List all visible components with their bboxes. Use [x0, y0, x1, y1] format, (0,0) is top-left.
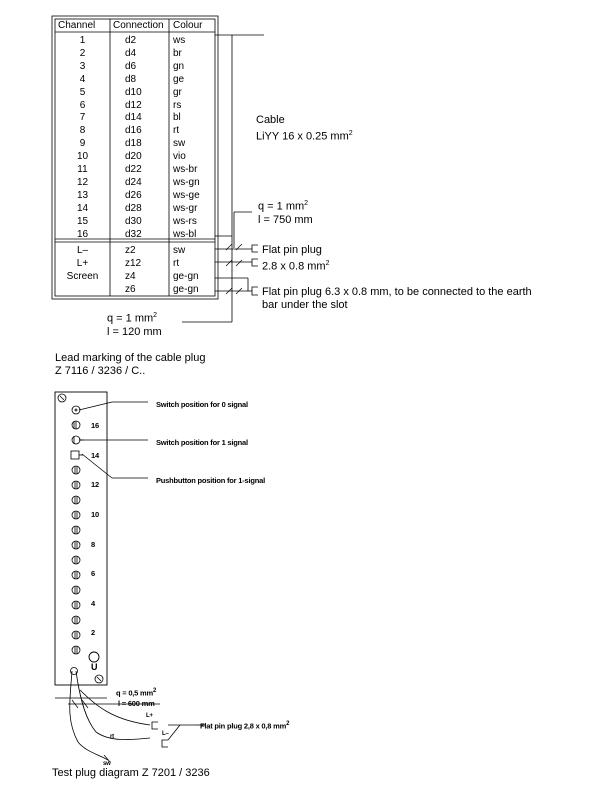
- channel-cell: 6: [79, 99, 86, 111]
- caption-1-line2: Z 7116 / 3236 / C..: [55, 365, 146, 377]
- lminus-label: L–: [162, 731, 169, 737]
- colour-cell: sw: [173, 138, 186, 150]
- channel-cell: Screen: [66, 270, 99, 282]
- q2-label: [107, 309, 162, 339]
- colour-cell: ws-bl: [173, 228, 197, 240]
- connection-cell: d6: [125, 60, 137, 72]
- q1-line2: l = 750 mm: [258, 213, 313, 226]
- header-colour: Colour: [173, 20, 203, 31]
- connection-cell: d16: [125, 125, 142, 137]
- colour-cell: br: [173, 47, 182, 59]
- header-connection: Connection: [113, 20, 164, 31]
- channel-cell: L–: [76, 245, 89, 256]
- connection-cell: d8: [125, 73, 137, 85]
- callout-pushbutton: Pushbutton position for 1-signal: [156, 476, 266, 485]
- plug-number-12: 12: [91, 480, 99, 489]
- channel-cell: 5: [79, 86, 86, 98]
- flat-63-line2: bar under the slot: [262, 299, 348, 311]
- colour-cell: gr: [173, 86, 182, 98]
- plug-number-10: 10: [91, 510, 99, 519]
- channel-cell: 16: [76, 228, 89, 240]
- colour-cell: rs: [173, 99, 182, 111]
- connection-cell: d4: [125, 47, 137, 59]
- connection-cell: d20: [125, 151, 142, 163]
- connection-cell: z6: [125, 283, 136, 295]
- colour-cell: rt: [173, 125, 180, 137]
- flat-63-line1: Flat pin plug 6.3 x 0.8 mm, to be connected to the earth: [262, 286, 532, 298]
- wire-l-label: l = 600 mm: [118, 699, 155, 708]
- colour-cell: ws-ge: [173, 189, 200, 201]
- flat-plug-label: [262, 244, 329, 274]
- connection-cell: d18: [125, 138, 142, 150]
- connection-cell: z2: [125, 245, 136, 256]
- channel-cell: 2: [79, 47, 86, 59]
- channel-cell: 1: [79, 35, 86, 46]
- channel-cell: 4: [79, 73, 86, 85]
- colour-cell: ws-br: [173, 164, 198, 175]
- colour-cell: ws-rs: [173, 215, 197, 227]
- u-label: U: [91, 662, 98, 672]
- lplus-label: L+: [146, 713, 153, 719]
- colour-cell: ws-gn: [173, 176, 200, 188]
- connection-cell: d14: [125, 112, 142, 124]
- colour-cell: bl: [173, 112, 181, 124]
- colour-cell: ge-gn: [173, 270, 199, 282]
- connection-cell: z4: [125, 270, 136, 282]
- channel-cell: 3: [79, 60, 86, 72]
- plug-number-14: 14: [91, 451, 99, 460]
- channel-cell: 15: [76, 215, 89, 227]
- channel-cell: 11: [77, 164, 88, 175]
- channel-cell: 12: [76, 176, 89, 188]
- connection-cell: d24: [125, 176, 142, 188]
- plug-number-2: 2: [91, 628, 95, 637]
- connection-cell: d30: [125, 215, 142, 227]
- colour-cell: ge-gn: [173, 283, 199, 295]
- connection-cell: d2: [125, 35, 137, 46]
- channel-cell: 8: [79, 125, 86, 137]
- rt-label: rt: [110, 734, 114, 740]
- flat-plug-line2: 2.8 x 0.8 $mm^2$: [262, 260, 330, 273]
- colour-cell: rt: [173, 257, 180, 269]
- caption-1: [55, 352, 205, 378]
- flat-63-label: [262, 286, 532, 312]
- cable-line2: LiYY 16 x 0.25 $mm^2$: [256, 130, 353, 143]
- cable-label: [256, 114, 353, 144]
- channel-cell: 7: [79, 112, 86, 124]
- wire-q-label: q = 0,5 $mm^2$: [116, 688, 157, 698]
- colour-cell: vio: [173, 151, 186, 163]
- flat-plug-28-label: Flat pin plug 2,8 x 0,8 $mm^2$: [200, 721, 290, 731]
- sw-label: sw: [103, 761, 111, 767]
- q2-line2: l = 120 mm: [107, 325, 162, 338]
- channel-cell: 9: [79, 138, 86, 150]
- connection-cell: d22: [125, 164, 142, 175]
- connection-cell: d32: [125, 228, 142, 240]
- connection-cell: d10: [125, 86, 142, 98]
- connection-cell: z12: [125, 257, 142, 269]
- connection-cell: d28: [125, 202, 142, 214]
- callout-1-signal: Switch position for 1 signal: [156, 438, 248, 447]
- connection-cell: d26: [125, 189, 142, 201]
- channel-cell: 10: [76, 151, 89, 163]
- colour-cell: ge: [173, 73, 185, 85]
- switch-column: [68, 416, 86, 666]
- plug-number-8: 8: [91, 540, 95, 549]
- caption-2: Test plug diagram Z 7201 / 3236: [52, 767, 210, 779]
- plug-number-4: 4: [91, 599, 95, 608]
- q2-line1: q = 1 $mm^2$: [107, 312, 158, 325]
- connection-cell: d12: [125, 99, 142, 111]
- caption-1-line1: Lead marking of the cable plug: [55, 352, 206, 364]
- q1-label: [258, 197, 313, 227]
- colour-cell: ws: [173, 35, 186, 46]
- callout-0-signal: Switch position for 0 signal: [156, 400, 248, 409]
- colour-cell: gn: [173, 60, 185, 72]
- colour-cell: sw: [173, 245, 186, 256]
- plug-number-16: 16: [91, 421, 99, 430]
- header-channel: Channel: [58, 20, 96, 31]
- channel-cell: 13: [76, 189, 89, 201]
- cable-line1: Cable: [256, 114, 285, 126]
- channel-cell: L+: [76, 257, 89, 269]
- colour-cell: ws-gr: [173, 202, 198, 214]
- channel-cell: 14: [76, 202, 89, 214]
- plug-number-6: 6: [91, 569, 95, 578]
- q1-line1: q = 1 $mm^2$: [258, 200, 309, 213]
- flat-plug-line1: Flat pin plug: [262, 244, 322, 256]
